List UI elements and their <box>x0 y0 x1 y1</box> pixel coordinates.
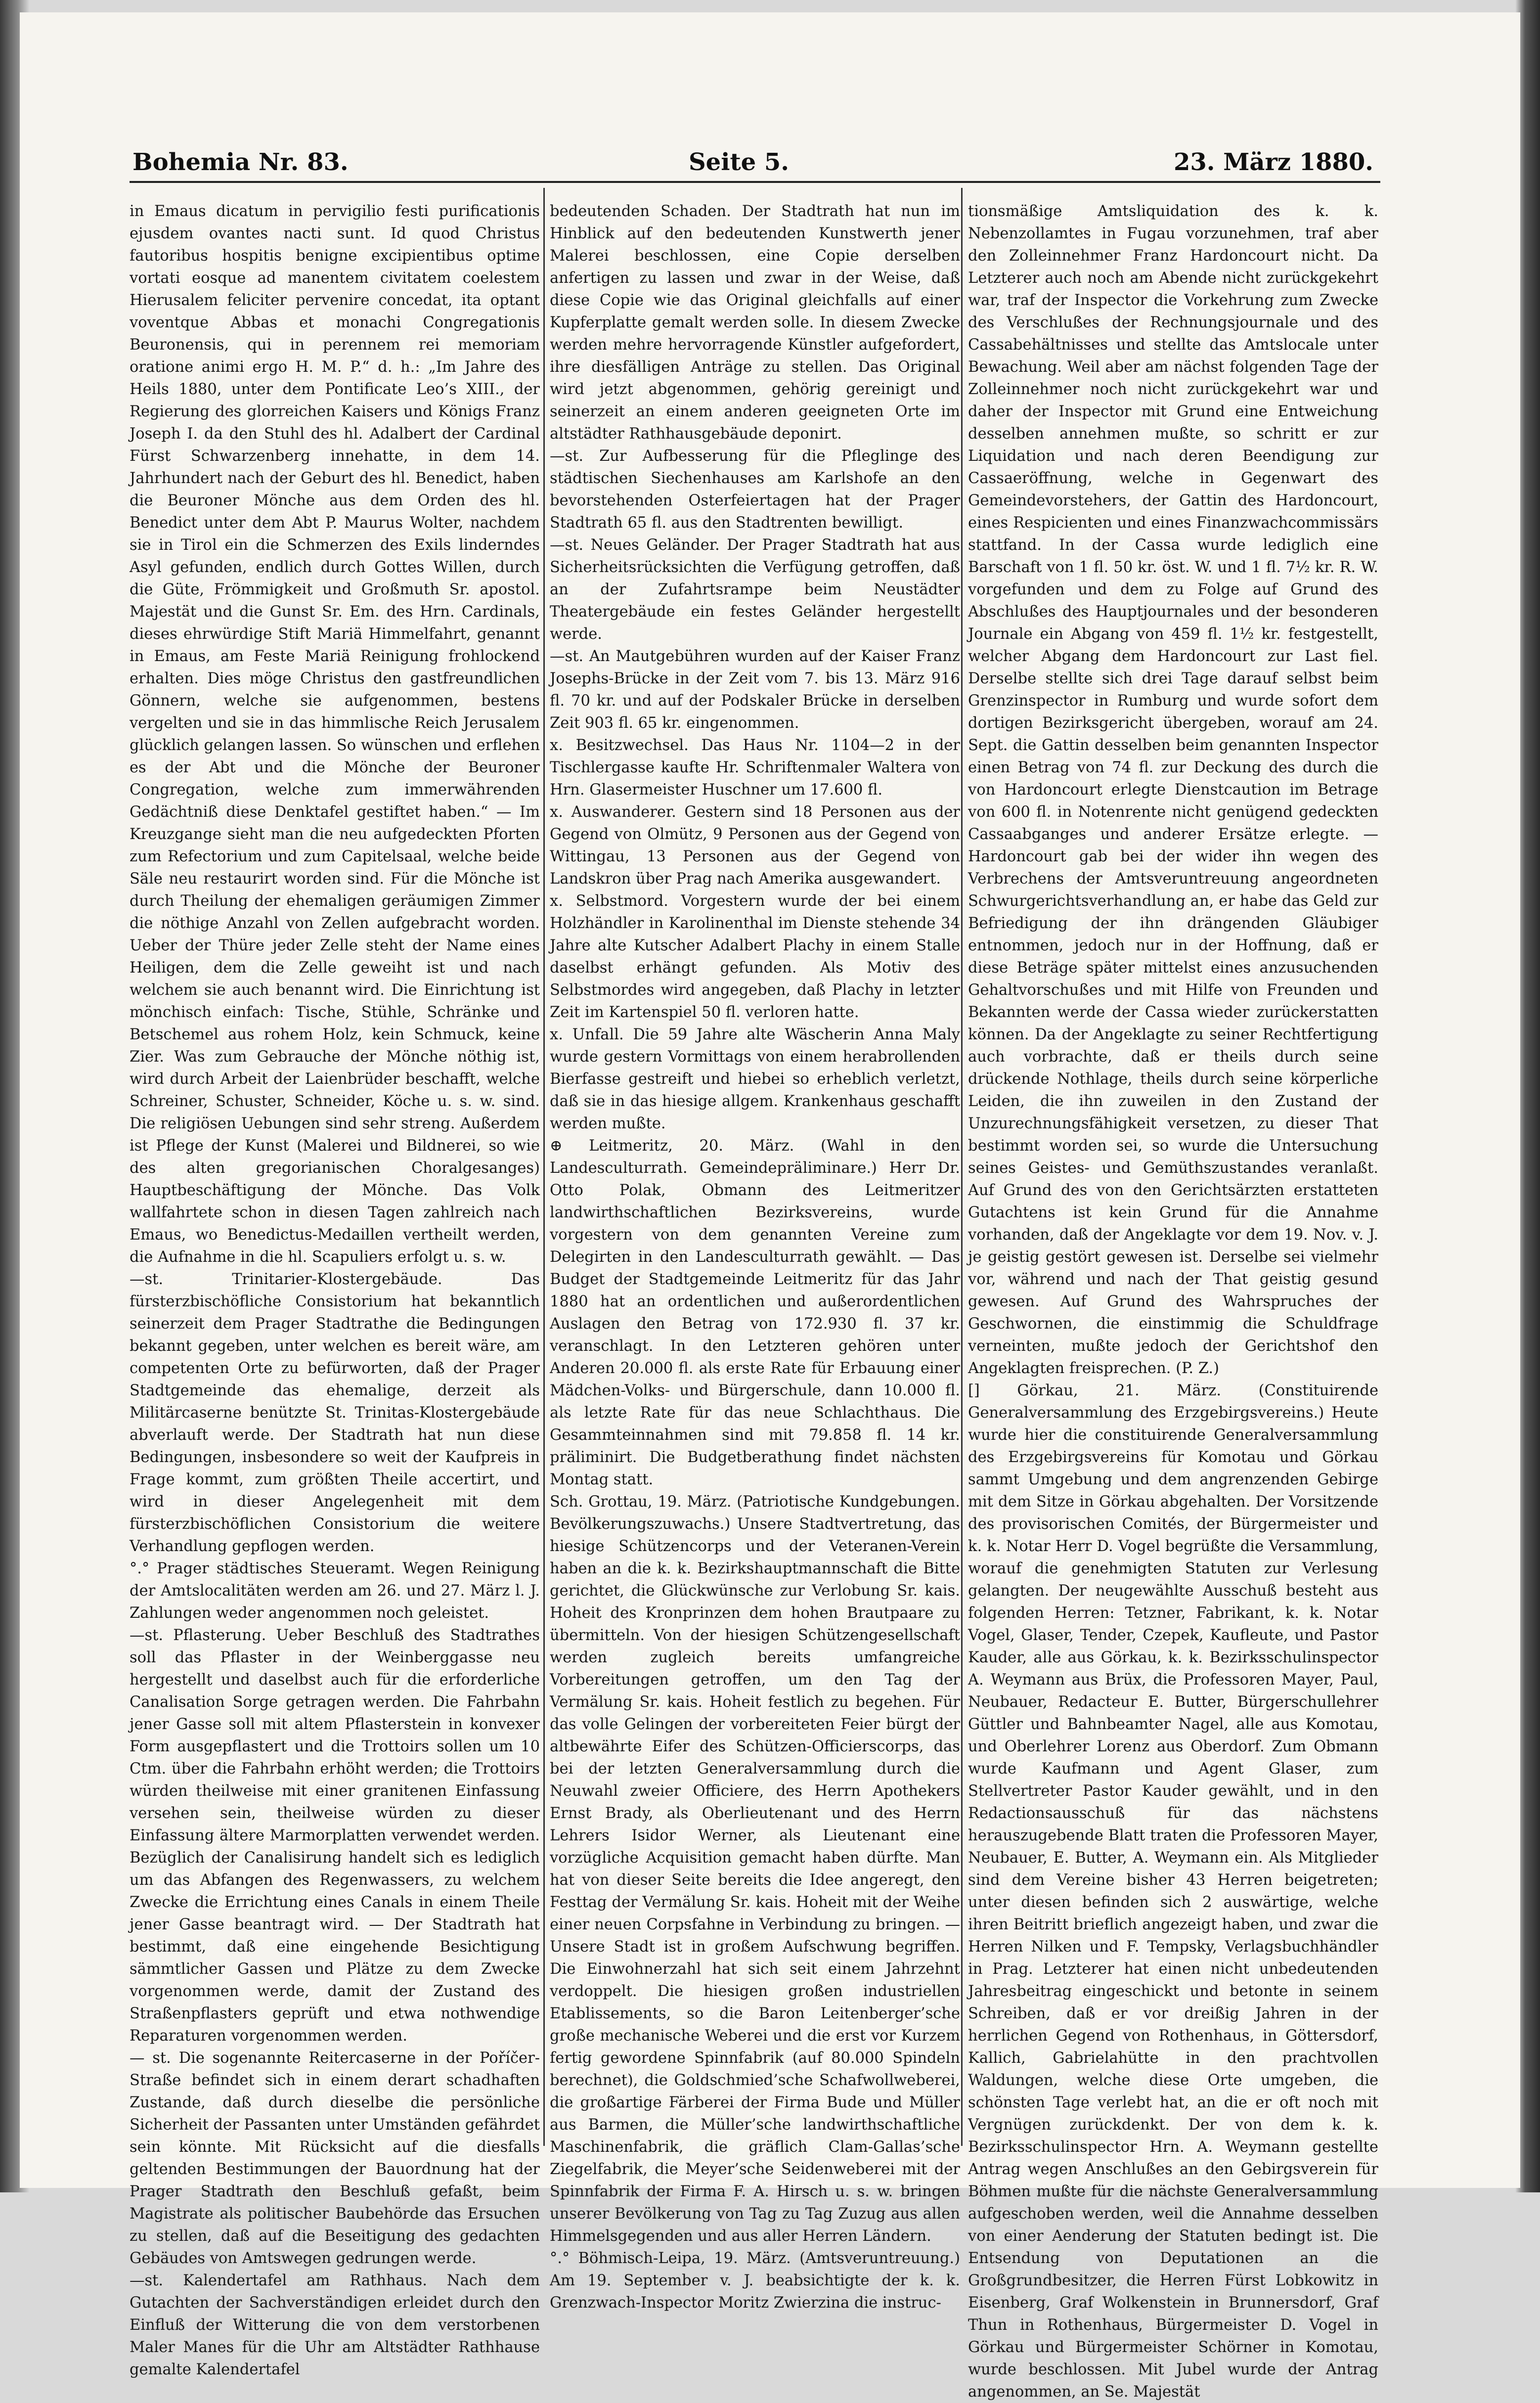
article-paragraph: —st. Zur Aufbesserung für die Pfleglinge des städtischen Siechenhauses am Karlshofe an den bevorstehenden Osterfeiertagen hat der Prager Stadtrath 65 fl. aus den Stadtrenten bewilligt. <box>550 447 960 532</box>
article-paragraph: x. Unfall. Die 59 Jahre alte Wäscherin Anna Maly wurde gestern Vormittags von einem herabrollenden Bierfasse gestreift und hiebei so erheblich verletzt, daß sie in das hiesige allgem. Krankenhaus geschafft werden mußte. <box>550 1026 960 1132</box>
article-paragraph: —st. Neues Geländer. Der Prager Stadtrath hat aus Sicherheitsrücksichten die Verfügung getroffen, daß an der Zufahrtsrampe beim Neustädter Theatergebäude ein festes Geländer hergestellt werde. <box>550 536 960 643</box>
column-3 <box>968 200 1378 2401</box>
header-publication: Bohemia Nr. 83. <box>132 148 349 176</box>
article-paragraph: Sch. Grottau, 19. März. (Patriotische Kundgebungen. Bevölkerungszuwachs.) Unsere Stadtvertretung, das hiesige Schützencorps und der Veteranen-Verein haben an die k. k. Bezirkshauptmannschaft die Bitte gerichtet, die Glückwünsche zur Verlobung Sr. kais. Hoheit des Kronprinzen dem hohen Brautpaare zu übermitteln. Von der hiesigen Schützengesellschaft werden zugleich bereits umfangreiche Vorbereitungen getroffen, um den Tag der Vermälung Sr. kais. Hoheit festlich zu begehen. Für das volle Gelingen der vorbereiteten Feier bürgt der altbewährte Eifer des Schützen-Officierscorps, das bei der letzten Generalversammlung durch die Neuwahl zweier Officiere, des Herrn Apothekers Ernst Brady, als Oberlieutenant und des Herrn Lehrers Isidor Werner, als Lieutenant eine vorzügliche Acquisition gemacht haben dürfte. Man hat von dieser Seite bereits die Idee angeregt, den Festtag der Vermälung Sr. kais. Hoheit mit der Weihe einer neuen Corpsfahne in Verbindung zu bringen. — Unsere Stadt ist in großem Aufschwung begriffen. Die Einwohnerzahl hat sich seit einem Jahrzehnt verdoppelt. Die hiesigen großen industriellen Etablissements, so die Baron Leitenberger’sche große mechanische Weberei und die erst vor Kurzem fertig gewordene Spinnfabrik (auf 80.000 Spindeln berechnet), die Goldschmied’sche Schafwollweberei, die großartige Färberei der Firma Bude und Müller aus Barmen, die Müller’sche landwirthschaftliche Maschinenfabrik, die gräflich Clam-Gallas’sche Ziegelfabrik, die Meyer’sche Seidenweberei mit der Spinnfabrik der Firma F. A. Hirsch u. s. w. bringen unserer Bevölkerung von Tag zu Tag Zuzug aus allen Himmelsgegenden und aus aller Herren Ländern. <box>550 1493 960 2245</box>
article-paragraph: °.° Prager städtisches Steueramt. Wegen Reinigung der Amtslocalitäten werden am 26. und 27. März l. J. Zahlungen weder angenommen noch geleistet. <box>130 1560 540 1622</box>
article-paragraph: x. Selbstmord. Vorgestern wurde der bei einem Holzhändler in Karolinenthal im Dienste stehende 34 Jahre alte Kutscher Adalbert Plachy in einem Stalle daselbst erhängt gefunden. Als Motiv des Selbstmordes wird angegeben, daß Plachy in letzter Zeit im Kartenspiel 50 fl. verloren hatte. <box>550 892 960 1021</box>
article-paragraph: ⊕ Leitmeritz, 20. März. (Wahl in den Landesculturrath. Gemeindepräliminare.) Herr Dr. Otto Polak, Obmann des Leitmeritzer landwirthschaftlichen Bezirksvereins, wurde vorgestern von dem genannten Vereine zum Delegirten in den Landesculturrath gewählt. — Das Budget der Stadtgemeinde Leitmeritz für das Jahr 1880 hat an ordentlichen und außerordentlichen Auslagen den Betrag von 172.930 fl. 37 kr. veranschlagt. In den Letzteren gehören unter Anderen 20.000 fl. als erste Rate für Erbauung einer Mädchen-Volks- und Bürgerschule, dann 10.000 fl. als letzte Rate für das neue Schlachthaus. Die Gesammteinnahmen sind mit 79.858 fl. 14 kr. präliminirt. Die Budgetberathung findet nächsten Montag statt. <box>550 1137 960 1488</box>
column-1 <box>130 200 540 2378</box>
column-2 <box>550 200 960 2312</box>
column-divider <box>961 188 963 2146</box>
article-paragraph: bedeutenden Schaden. Der Stadtrath hat nun im Hinblick auf den bedeutenden Kunstwerth jener Malerei beschlossen, eine Copie derselben anfertigen zu lassen und zwar in der Weise, daß diese Copie wie das Original gleichfalls auf einer Kupferplatte gemalt werden solle. In diesem Zwecke werden mehre hervorragende Künstler aufgefordert, ihre diesfälligen Anträge zu stellen. Das Original wird jetzt abgenommen, gehörig gereinigt und seinerzeit an einem anderen geeigneten Orte im altstädter Rathhausgebäude deponirt. <box>550 203 960 443</box>
header-rule <box>130 181 1380 183</box>
article-paragraph: — st. Die sogenannte Reitercaserne in der Poříčer-Straße befindet sich in einem derart schadhaften Zustande, daß durch dieselbe die persönliche Sicherheit der Passanten unter Umständen gefährdet sein könnte. Mit Rücksicht auf die diesfalls geltenden Bestimmungen der Bauordnung hat der Prager Stadtrath den Beschluß gefaßt, beim Magistrate als politischer Baubehörde das Ersuchen zu stellen, daß auf die Beseitigung des gedachten Gebäudes von Amtswegen gedrungen werde. <box>130 2049 540 2267</box>
article-paragraph: —st. An Mautgebühren wurden auf der Kaiser Franz Josephs-Brücke in der Zeit vom 7. bis 13. März 916 fl. 70 kr. und auf der Podskaler Brücke in derselben Zeit 903 fl. 65 kr. eingenommen. <box>550 648 960 732</box>
article-paragraph: [] Görkau, 21. März. (Constituirende Generalversammlung des Erzgebirgsvereins.) Heute wurde hier die constituirende Generalversammlung des Erzgebirgsvereins für Komotau und Görkau sammt Umgebung und dem angrenzenden Gebirge mit dem Sitze in Görkau abgehalten. Der Vorsitzende des provisorischen Comités, der Bürgermeister und k. k. Notar Herr D. Vogel begrüßte die Versammlung, worauf die genehmigten Statuten zur Verlesung gelangten. Der neugewählte Ausschuß besteht aus folgenden Herren: Tetzner, Fabrikant, k. k. Notar Vogel, Glaser, Tender, Czepek, Kaufleute, und Pastor Kauder, alle aus Görkau, k. k. Bezirksschulinspector A. Weymann aus Brüx, die Professoren Mayer, Paul, Neubauer, Redacteur E. Butter, Bürgerschullehrer Güttler und Bahnbeamter Nagel, alle aus Komotau, und Oberlehrer Lorenz aus Oberdorf. Zum Obmann wurde Kaufmann und Agent Glaser, zum Stellvertreter Pastor Kauder gewählt, und in den Redactionsausschuß für das nächstens herauszugebende Blatt traten die Professoren Mayer, Neubauer, E. Butter, A. Weymann ein. Als Mitglieder sind dem Vereine bisher 43 Herren beigetreten; unter diesen befinden sich 2 auswärtige, welche ihren Beitritt brieflich angezeigt haben, und zwar die Herren Nilken und F. Tempsky, Verlagsbuchhändler in Prag. Letzterer hat einen nicht unbedeutenden Jahresbeitrag eingeschickt und betonte in seinem Schreiben, daß er vor dreißig Jahren in der herrlichen Gegend von Rothenhaus, in Göttersdorf, Kallich, Gabrielahütte in den prachtvollen Waldungen, welche diese Orte umgeben, die schönsten Tage verlebt hat, an die er oft noch mit Vergnügen zurückdenkt. Der von dem k. k. Bezirksschulinspector Hrn. A. Weymann gestellte Antrag wegen Anschlußes an den Gebirgsverein für Böhmen mußte für die nächste Generalversammlung aufgeschoben werden, weil die Annahme desselben von einer Aenderung der Statuten bedingt ist. Die Entsendung von Deputationen an die Großgrundbesitzer, die Herren Fürst Lobkowitz in Eisenberg, Graf Wolkenstein in Brunnersdorf, Graf Thun in Rothenhaus, Bürgermeister D. Vogel in Görkau und Bürgermeister Schörner in Komotau, wurde beschlossen. Mit Jubel wurde der Antrag angenommen, an Se. Majestät <box>968 1382 1378 2401</box>
article-paragraph: x. Besitzwechsel. Das Haus Nr. 1104—2 in der Tischlergasse kaufte Hr. Schriftenmaler Waltera von Hrn. Glasermeister Huschner um 17.600 fl. <box>550 737 960 799</box>
header-page-number: Seite 5. <box>689 148 789 176</box>
header-date: 23. März 1880. <box>1173 148 1373 176</box>
article-paragraph: —st. Kalendertafel am Rathhaus. Nach dem Gutachten der Sachverständigen erleidet durch den Einfluß der Witterung die von dem verstorbenen Maler Manes für die Uhr am Altstädter Rathhause gemalte Kalendertafel <box>130 2272 540 2378</box>
column-divider <box>543 188 545 2146</box>
article-paragraph: tionsmäßige Amtsliquidation des k. k. Nebenzollamtes in Fugau vorzunehmen, traf aber den Zolleinnehmer Franz Hardoncourt nicht. Da Letzterer auch noch am Abende nicht zurückgekehrt war, traf der Inspector die Vorkehrung zum Zwecke des Verschlußes der Rechnungsjournale und des Cassabehältnisses und stellte das Amtslocale unter Bewachung. Weil aber am nächst folgenden Tage der Zolleinnehmer noch nicht zurückgekehrt war und daher der Inspector mit Grund eine Entweichung desselben annehmen mußte, so schritt er zur Liquidation und nach deren Beendigung zur Cassaeröffnung, welche in Gegenwart des Gemeindevorstehers, der Gattin des Hardoncourt, eines Respicienten und eines Finanzwachcommissärs stattfand. In der Cassa wurde lediglich eine Barschaft von 1 fl. 50 kr. öst. W. und 1 fl. 7½ kr. R. W. vorgefunden und dem zu Folge auf Grund des Abschlußes des Hauptjournales und der besonderen Journale ein Abgang von 459 fl. 1½ kr. festgestellt, welcher Abgang dem Hardoncourt zur Last fiel. Derselbe stellte sich drei Tage darauf selbst beim Grenzinspector in Rumburg und wurde sofort dem dortigen Bezirksgericht übergeben, worauf am 24. Sept. die Gattin desselben beim genannten Inspector einen Betrag von 74 fl. zur Deckung des durch die von Hardoncourt erlegte Dienstcaution im Betrage von 600 fl. in Notenrente nicht genügend gedeckten Cassaabganges und anderer Ersätze erlegte. — Hardoncourt gab bei der wider ihn wegen des Verbrechens der Amtsveruntreuung angeordneten Schwurgerichtsverhandlung an, er habe das Geld zur Befriedigung der ihn drängenden Gläubiger entnommen, jedoch nur in der Hoffnung, daß er diese Beträge später mittelst eines anzusuchenden Gehaltvorschußes und mit Hilfe von Freunden und Bekannten werde der Cassa wieder zurückerstatten können. Da der Angeklagte zu seiner Rechtfertigung auch vorbrachte, daß er theils durch seine drückende Nothlage, theils durch seine körperliche Leiden, die ihn zuweilen in den Zustand der Unzurechnungsfähigkeit versetzen, zu dieser That bestimmt worden sei, so wurde die Untersuchung seines Geistes- und Gemüthszustandes veranlaßt. Auf Grund des von den Gerichtsärzten erstatteten Gutachtens ist kein Grund für die Annahme vorhanden, daß der Angeklagte vor dem 19. Nov. v. J. je geistig gestört gewesen ist. Derselbe sei vielmehr vor, während und nach der That geistig gesund gewesen. Auf Grund des Wahrspruches der Geschwornen, die einstimmig die Schuldfrage verneinten, mußte jedoch der Gerichtshof den Angeklagten freisprechen. (P. Z.) <box>968 203 1378 1377</box>
article-paragraph: °.° Böhmisch-Leipa, 19. März. (Amtsveruntreuung.) Am 19. September v. J. beabsichtigte der k. k. Grenzwach-Inspector Moritz Zwierzina die instruc- <box>550 2250 960 2312</box>
article-paragraph: in Emaus dicatum in pervigilio festi purificationis ejusdem ovantes nacti sunt. Id quod Christus fautoribus hospitis benigne excipientibus optime vortati eosque ad manentem civitatem coelestem Hierusalem feliciter pervenire concedat, ita optant voventque Abbas et monachi Congregationis Beuronensis, qui in perennem rei memoriam oratione animi ergo H. M. P.“ d. h.: „Im Jahre des Heils 1880, unter dem Pontificate Leo’s XIII., der Regierung des glorreichen Kaisers und Königs Franz Joseph I. da den Stuhl des hl. Adalbert der Cardinal Fürst Schwarzenberg innehatte, in dem 14. Jahrhundert nach der Geburt des hl. Benedict, haben die Beuroner Mönche aus dem Orden des hl. Benedict unter dem Abt P. Maurus Wolter, nachdem sie in Tirol ein die Schmerzen des Exils linderndes Asyl gefunden, endlich durch Gottes Willen, durch die Güte, Frömmigkeit und Großmuth Sr. apostol. Majestät und die Gunst Sr. Em. des Hrn. Cardinals, dieses ehrwürdige Stift Mariä Himmelfahrt, genannt in Emaus, am Feste Mariä Reinigung frohlockend erhalten. Dies möge Christus den gastfreundlichen Gönnern, welche sie aufgenommen, bestens vergelten und sie in das himmlische Reich Jerusalem glücklich gelangen lassen. So wünschen und erflehen es der Abt und die Mönche der Beuroner Congregation, welche zum immerwährenden Gedächtniß diese Denktafel gestiftet haben.“ — Im Kreuzgange sieht man die neu aufgedeckten Pforten zum Refectorium und zum Capitelsaal, welche beide Säle neu restaurirt worden sind. Für die Mönche ist durch Theilung der ehemaligen geräumigen Zimmer die nöthige Anzahl von Zellen aufgebracht worden. Ueber der Thüre jeder Zelle steht der Name eines Heiligen, dem die Zelle geweiht ist und nach welchem sie auch benannt wird. Die Einrichtung ist mönchisch einfach: Tische, Stühle, Schränke und Betschemel aus rohem Holz, kein Schmuck, keine Zier. Was zum Gebrauche der Mönche nöthig ist, wird durch Arbeit der Laienbrüder beschafft, welche Schreiner, Schuster, Schneider, Köche u. s. w. sind. Die religiösen Uebungen sind sehr streng. Außerdem ist Pflege der Kunst (Malerei und Bildnerei, so wie des alten gregorianischen Choralgesanges) Hauptbeschäftigung der Mönche. Das Volk wallfahrtete schon in diesen Tagen zahlreich nach Emaus, wo Benedictus-Medaillen vertheilt werden, die Aufnahme in die hl. Scapuliers erfolgt u. s. w. <box>130 203 540 1266</box>
article-paragraph: —st. Trinitarier-Klostergebäude. Das fürsterzbischöfliche Consistorium hat bekanntlich seinerzeit dem Prager Stadtrathe die Bedingungen bekannt gegeben, unter welchen es bereit wäre, am competenten Orte zu befürworten, daß der Prager Stadtgemeinde das ehemalige, derzeit als Militärcaserne benützte St. Trinitas-Klostergebäude abverlauft werde. Der Stadtrath hat nun diese Bedingungen, insbesondere so weit der Kaufpreis in Frage kommt, zum größten Theile accertirt, und wird in dieser Angelegenheit mit dem fürsterzbischöflichen Consistorium die weitere Verhandlung gepflogen werden. <box>130 1271 540 1555</box>
page-header <box>132 148 1373 183</box>
article-paragraph: —st. Pflasterung. Ueber Beschluß des Stadtrathes soll das Pflaster in der Weinberggasse neu hergestellt und daselbst auch für die erforderliche Canalisation Sorge getragen werden. Die Fahrbahn jener Gasse soll mit altem Pflasterstein in konvexer Form ausgepflastert und die Trottoirs sollen um 10 Ctm. über die Fahrbahn erhöht werden; die Trottoirs würden theilweise mit einer granitenen Einfassung versehen sein, theilweise würden zu dieser Einfassung ältere Marmorplatten verwendet werden. Bezüglich der Canalisirung handelt sich es lediglich um das Abfangen des Regenwassers, zu welchem Zwecke die Errichtung eines Canals in einem Theile jener Gasse beantragt wird. — Der Stadtrath hat bestimmt, daß eine eingehende Besichtigung sämmtlicher Gassen und Plätze zu dem Zwecke vorgenommen werde, damit der Zustand des Straßenpflasters geprüft und etwa nothwendige Reparaturen vorgenommen werden. <box>130 1627 540 2045</box>
article-paragraph: x. Auswanderer. Gestern sind 18 Personen aus der Gegend von Olmütz, 9 Personen aus der Gegend von Wittingau, 13 Personen aus der Gegend von Landskron über Prag nach Amerika ausgewandert. <box>550 803 960 888</box>
